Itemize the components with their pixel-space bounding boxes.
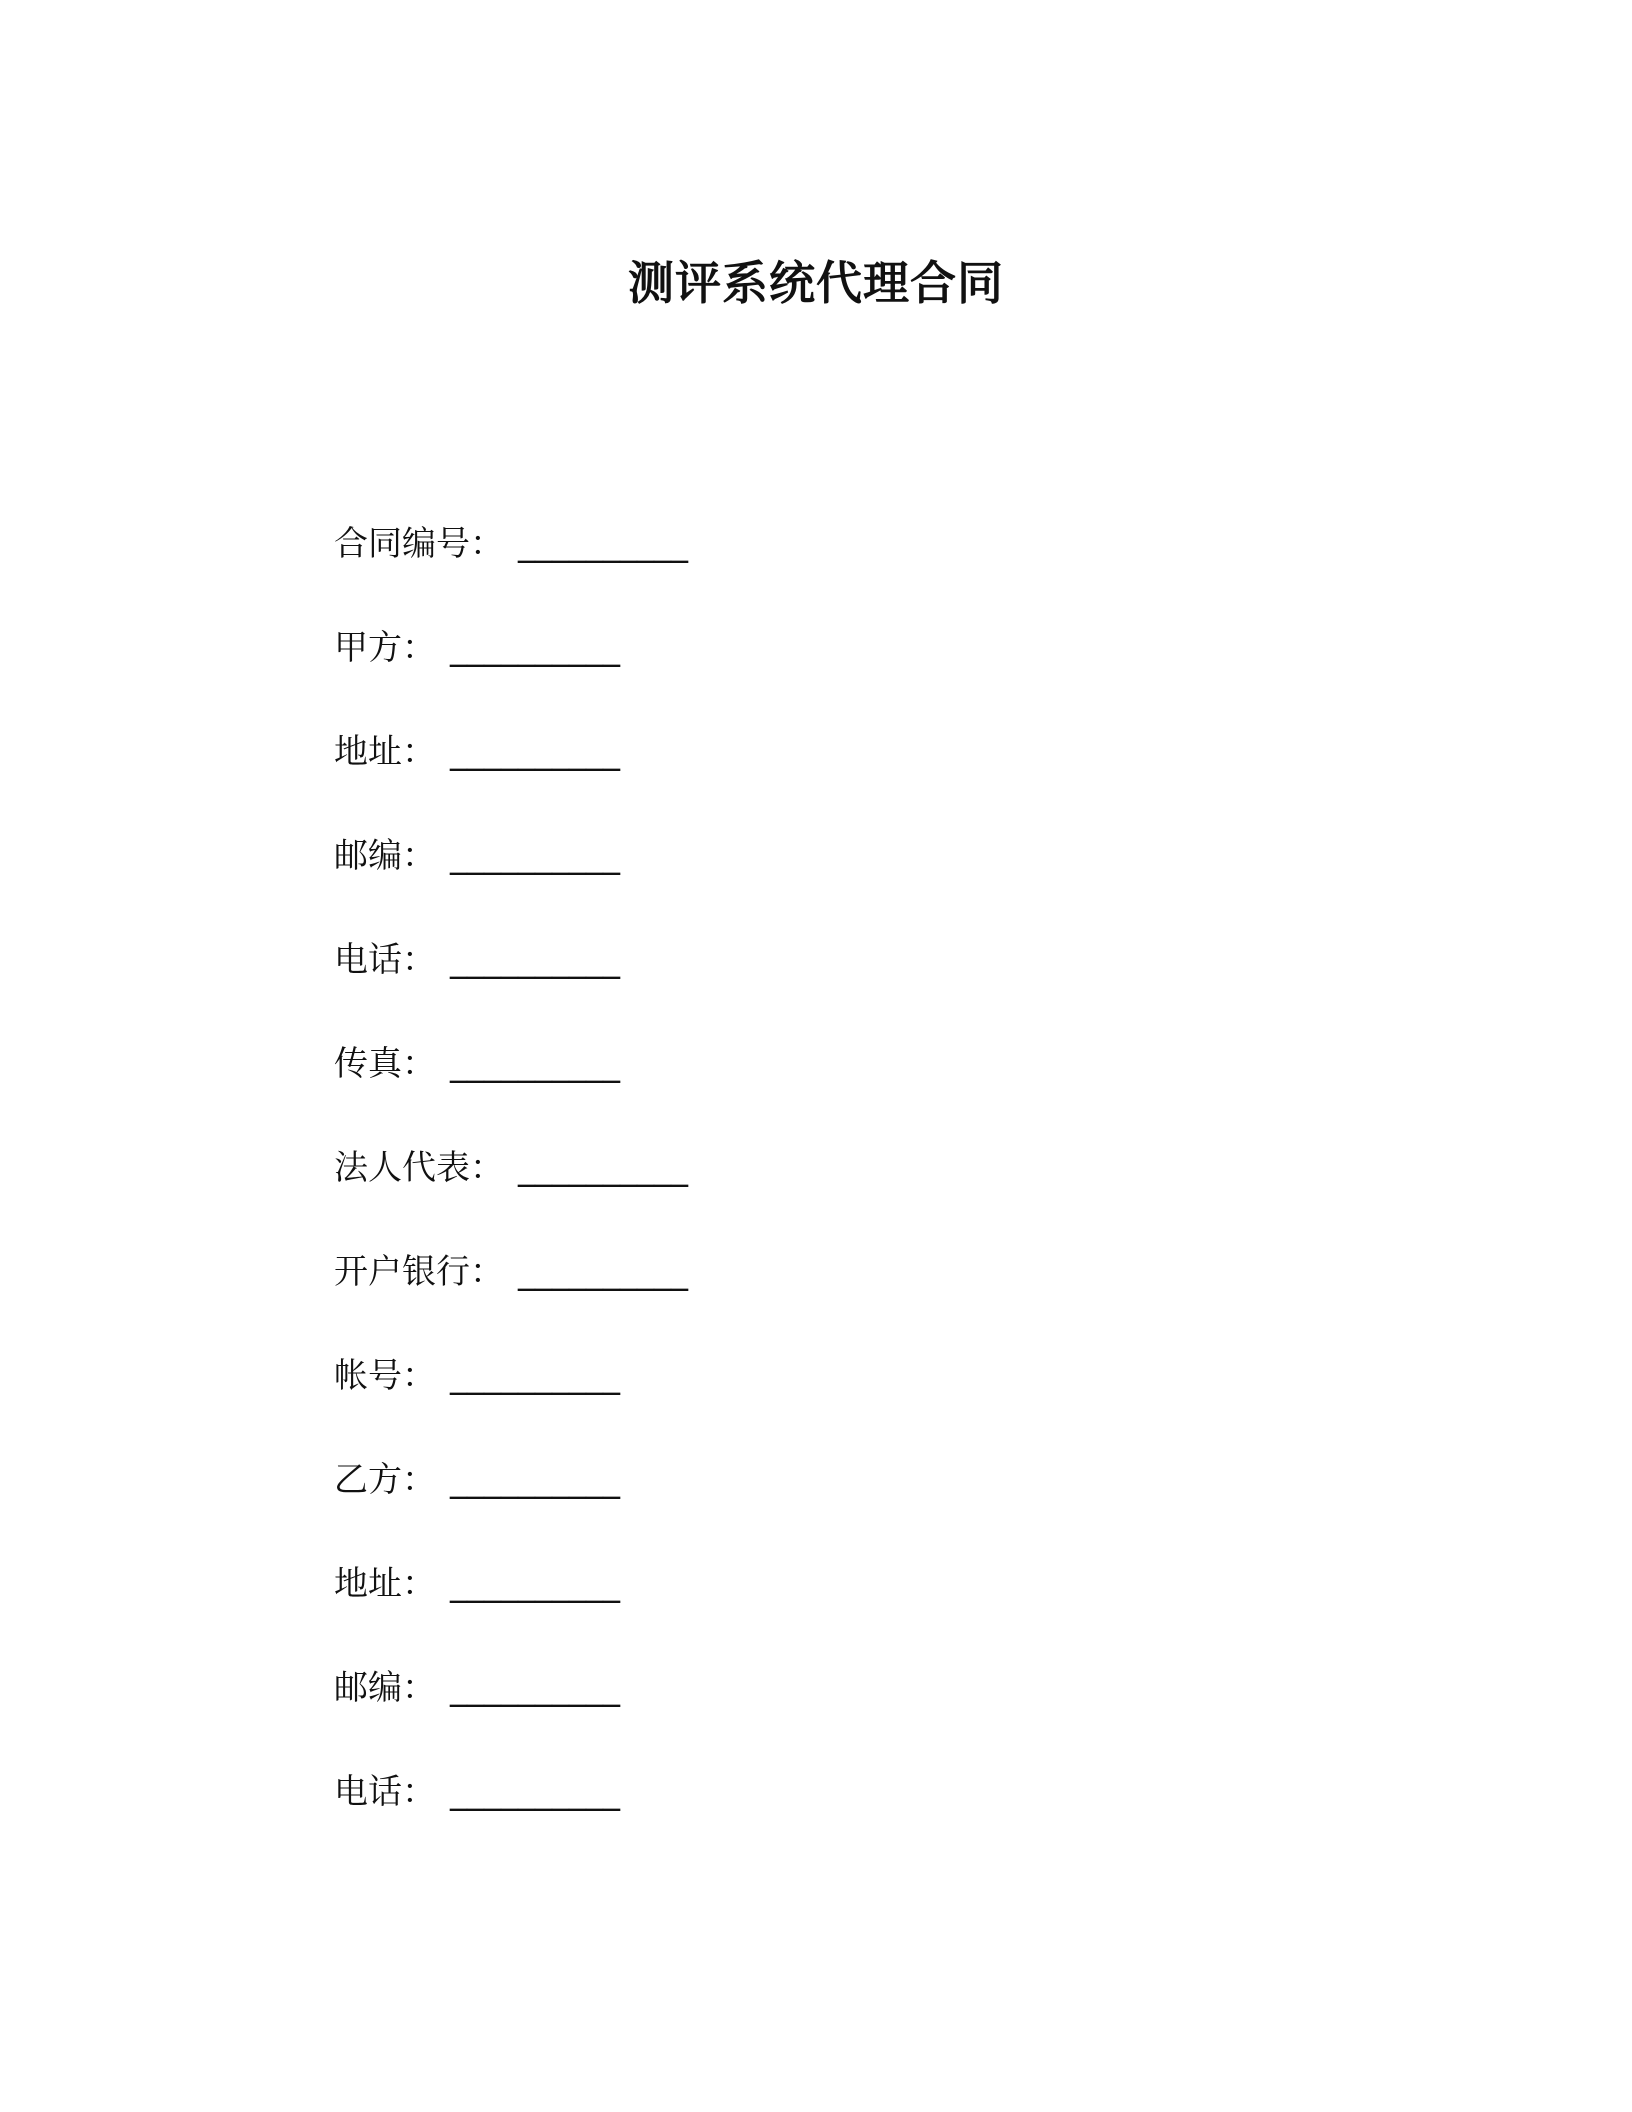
field-colon: ：	[402, 732, 436, 772]
field-party-a-address	[334, 700, 1234, 804]
field-blank: __________	[450, 1772, 620, 1812]
field-colon: ：	[402, 1044, 436, 1084]
field-label: 电话	[334, 940, 402, 980]
field-colon: ：	[402, 836, 436, 876]
field-label: 法人代表	[334, 1148, 470, 1188]
field-label: 乙方	[334, 1460, 402, 1500]
field-blank: __________	[518, 1148, 688, 1188]
field-blank: __________	[450, 836, 620, 876]
field-party-a-phone	[334, 908, 1234, 1012]
field-blank: __________	[450, 732, 620, 772]
field-party-b-address	[334, 1532, 1234, 1636]
field-label: 甲方	[334, 628, 402, 668]
field-label: 电话	[334, 1772, 402, 1812]
field-colon: ：	[402, 1356, 436, 1396]
field-blank: __________	[450, 1564, 620, 1604]
field-blank: __________	[450, 1668, 620, 1708]
field-colon: ：	[402, 1564, 436, 1604]
field-blank: __________	[450, 1356, 620, 1396]
field-colon: ：	[402, 940, 436, 980]
field-party-b-postcode	[334, 1636, 1234, 1740]
field-party-b	[334, 1428, 1234, 1532]
field-colon: ：	[402, 628, 436, 668]
field-legal-representative	[334, 1116, 1234, 1220]
field-blank: __________	[518, 1252, 688, 1292]
field-party-b-phone	[334, 1740, 1234, 1844]
field-party-a	[334, 596, 1234, 700]
field-colon: ：	[470, 1148, 504, 1188]
field-bank	[334, 1220, 1234, 1324]
field-colon: ：	[402, 1772, 436, 1812]
field-label: 地址	[334, 732, 402, 772]
contract-fields	[334, 492, 1234, 1844]
field-colon: ：	[402, 1460, 436, 1500]
field-label: 邮编	[334, 1668, 402, 1708]
field-party-a-postcode	[334, 804, 1234, 908]
field-label: 帐号	[334, 1356, 402, 1396]
field-blank: __________	[518, 524, 688, 564]
field-colon: ：	[402, 1668, 436, 1708]
field-account-number	[334, 1324, 1234, 1428]
field-blank: __________	[450, 940, 620, 980]
field-colon: ：	[470, 1252, 504, 1292]
field-blank: __________	[450, 1044, 620, 1084]
field-label: 地址	[334, 1564, 402, 1604]
field-blank: __________	[450, 1460, 620, 1500]
document-title: 测评系统代理合同	[628, 255, 1004, 310]
field-label: 开户银行	[334, 1252, 470, 1292]
field-label: 传真	[334, 1044, 402, 1084]
field-label: 邮编	[334, 836, 402, 876]
field-party-a-fax	[334, 1012, 1234, 1116]
field-label: 合同编号	[334, 524, 470, 564]
field-colon: ：	[470, 524, 504, 564]
field-contract-number	[334, 492, 1234, 596]
field-blank: __________	[450, 628, 620, 668]
